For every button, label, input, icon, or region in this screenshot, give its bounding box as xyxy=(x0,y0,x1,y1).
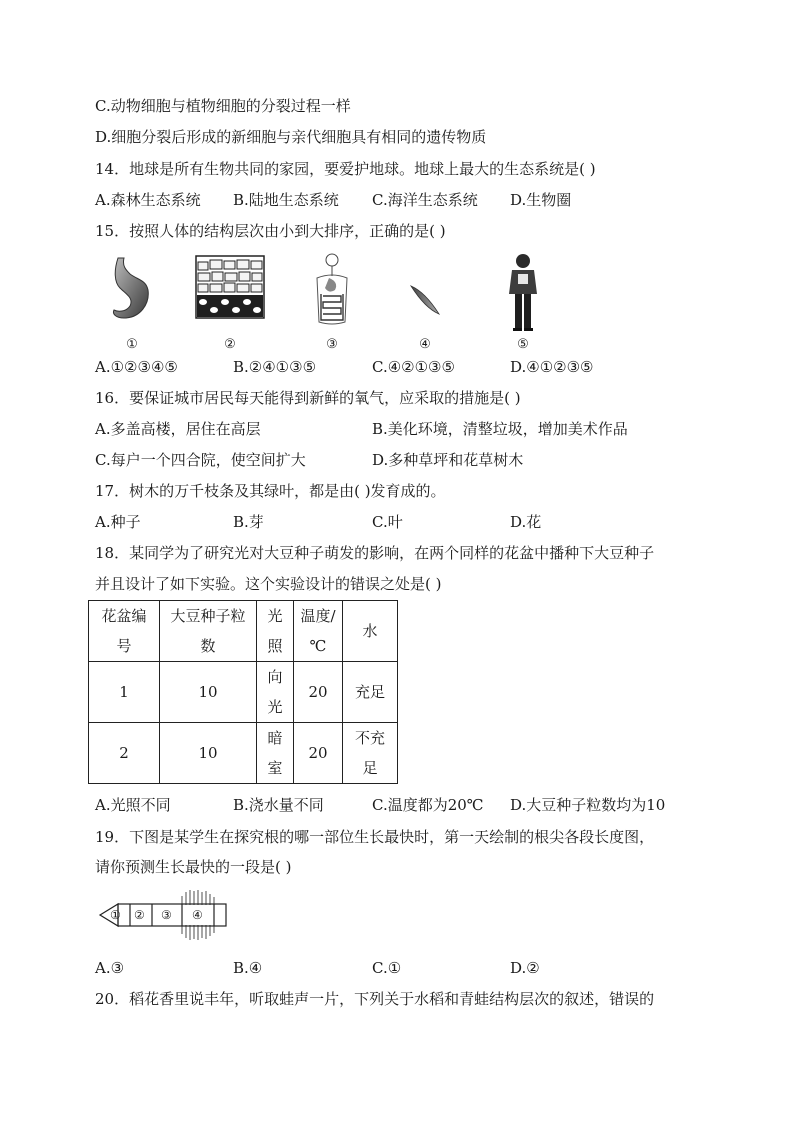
header-light: 光 照 xyxy=(257,601,294,662)
figure-label: ④ xyxy=(419,337,431,352)
cell-water: 不充 足 xyxy=(343,723,398,784)
stomach-figure xyxy=(87,252,177,352)
cell-light: 向 光 xyxy=(257,662,294,723)
q14-options xyxy=(95,190,695,210)
q17-stem: 17．树木的万千枝条及其绿叶，都是由( )发育成的。 xyxy=(95,482,446,500)
q17-options xyxy=(95,512,695,532)
q18-stem-line1: 18．某同学为了研究光对大豆种子萌发的影响，在两个同样的花盆中播种下大豆种子 xyxy=(95,544,655,562)
tissue-icon xyxy=(194,252,266,330)
q13-option-c: C.动物细胞与植物细胞的分裂过程一样 xyxy=(95,97,351,115)
cell-temp: 20 xyxy=(294,662,343,723)
q18-option-c[interactable]: C.温度都为20℃ xyxy=(372,796,484,814)
q15-option-a[interactable]: A.①②③④⑤ xyxy=(95,358,178,376)
header-water: 水 xyxy=(343,601,398,662)
figure-label: ① xyxy=(126,337,138,352)
q16-stem: 16．要保证城市居民每天能得到新鲜的氧气，应采取的措施是( ) xyxy=(95,389,521,407)
cell-seeds: 10 xyxy=(160,723,257,784)
q19-stem-line1: 19．下图是某学生在探究根的哪一部位生长最快时，第一天绘制的根尖各段长度图， xyxy=(95,828,655,846)
q15-option-c[interactable]: C.④②①③⑤ xyxy=(372,358,455,376)
q18-stem-line2: 并且设计了如下实验。这个实验设计的错误之处是( ) xyxy=(95,575,442,593)
cell-water: 充足 xyxy=(343,662,398,723)
person-icon xyxy=(503,252,543,334)
figure-label: ② xyxy=(224,337,236,352)
q17-option-b[interactable]: B.芽 xyxy=(233,513,264,531)
q16-option-b[interactable]: B.美化环境，清整垃圾，增加美术作品 xyxy=(372,420,628,438)
q18-option-a[interactable]: A.光照不同 xyxy=(95,796,171,814)
root-segment-label: ③ xyxy=(161,908,172,922)
q15-option-b[interactable]: B.②④①③⑤ xyxy=(233,358,317,376)
cell-pot: 2 xyxy=(89,723,160,784)
q19-options xyxy=(95,958,695,978)
figure-label: ⑤ xyxy=(517,337,529,352)
root-segment-label: ① xyxy=(110,908,121,922)
stomach-icon xyxy=(102,252,162,330)
q19-option-c[interactable]: C.① xyxy=(372,959,402,977)
table-row xyxy=(89,723,398,784)
root-segment-label: ② xyxy=(134,908,145,922)
header-seed-count: 大豆种子粒 数 xyxy=(160,601,257,662)
q20-stem: 20．稻花香里说丰年，听取蛙声一片，下列关于水稻和青蛙结构层次的叙述，错误的 xyxy=(95,990,655,1008)
q15-options xyxy=(95,357,695,377)
q16-option-a[interactable]: A.多盖高楼，居住在高层 xyxy=(95,420,261,438)
q14-option-c[interactable]: C.海洋生态系统 xyxy=(372,191,478,209)
q17-option-c[interactable]: C.叶 xyxy=(372,513,403,531)
q16-option-c[interactable]: C.每户一个四合院，使空间扩大 xyxy=(95,451,306,469)
table-header-row xyxy=(89,601,398,662)
tissue-figure xyxy=(190,252,270,352)
q14-stem: 14．地球是所有生物共同的家园，要爱护地球。地球上最大的生态系统是( ) xyxy=(95,160,596,178)
q19-option-d[interactable]: D.② xyxy=(510,959,540,977)
q16-options-row1 xyxy=(95,419,695,439)
human-figure xyxy=(478,252,568,352)
cell-light: 暗 室 xyxy=(257,723,294,784)
q18-options xyxy=(95,795,695,815)
cell-pot: 1 xyxy=(89,662,160,723)
q14-option-b[interactable]: B.陆地生态系统 xyxy=(233,191,339,209)
q15-stem: 15．按照人体的结构层次由小到大排序，正确的是( ) xyxy=(95,222,446,240)
q14-option-d[interactable]: D.生物圈 xyxy=(510,191,572,209)
q17-option-d[interactable]: D.花 xyxy=(510,513,542,531)
digestive-system-icon xyxy=(307,252,357,330)
q18-option-b[interactable]: B.浇水量不同 xyxy=(233,796,324,814)
q18-experiment-table xyxy=(88,600,398,784)
header-temperature: 温度/ ℃ xyxy=(294,601,343,662)
q16-option-d[interactable]: D.多种草坪和花草树木 xyxy=(372,451,524,469)
table-row xyxy=(89,662,398,723)
figure-label: ③ xyxy=(326,337,338,352)
q19-stem-line2: 请你预测生长最快的一段是( ) xyxy=(95,858,292,876)
q15-figures xyxy=(95,252,655,352)
cell-temp: 20 xyxy=(294,723,343,784)
muscle-cell-icon xyxy=(405,252,445,330)
root-segment-label: ④ xyxy=(192,908,203,922)
muscle-cell-figure xyxy=(380,252,470,352)
q19-option-b[interactable]: B.④ xyxy=(233,959,263,977)
q18-option-d[interactable]: D.大豆种子粒数均为10 xyxy=(510,796,666,814)
q14-option-a[interactable]: A.森林生态系统 xyxy=(95,191,201,209)
q16-options-row2 xyxy=(95,450,695,470)
cell-seeds: 10 xyxy=(160,662,257,723)
digestive-system-figure xyxy=(287,252,377,352)
header-pot-number: 花盆编 号 xyxy=(89,601,160,662)
q15-option-d[interactable]: D.④①②③⑤ xyxy=(510,358,594,376)
q13-option-d: D.细胞分裂后形成的新细胞与亲代细胞具有相同的遗传物质 xyxy=(95,128,487,146)
q19-option-a[interactable]: A.③ xyxy=(95,959,125,977)
q17-option-a[interactable]: A.种子 xyxy=(95,513,141,531)
